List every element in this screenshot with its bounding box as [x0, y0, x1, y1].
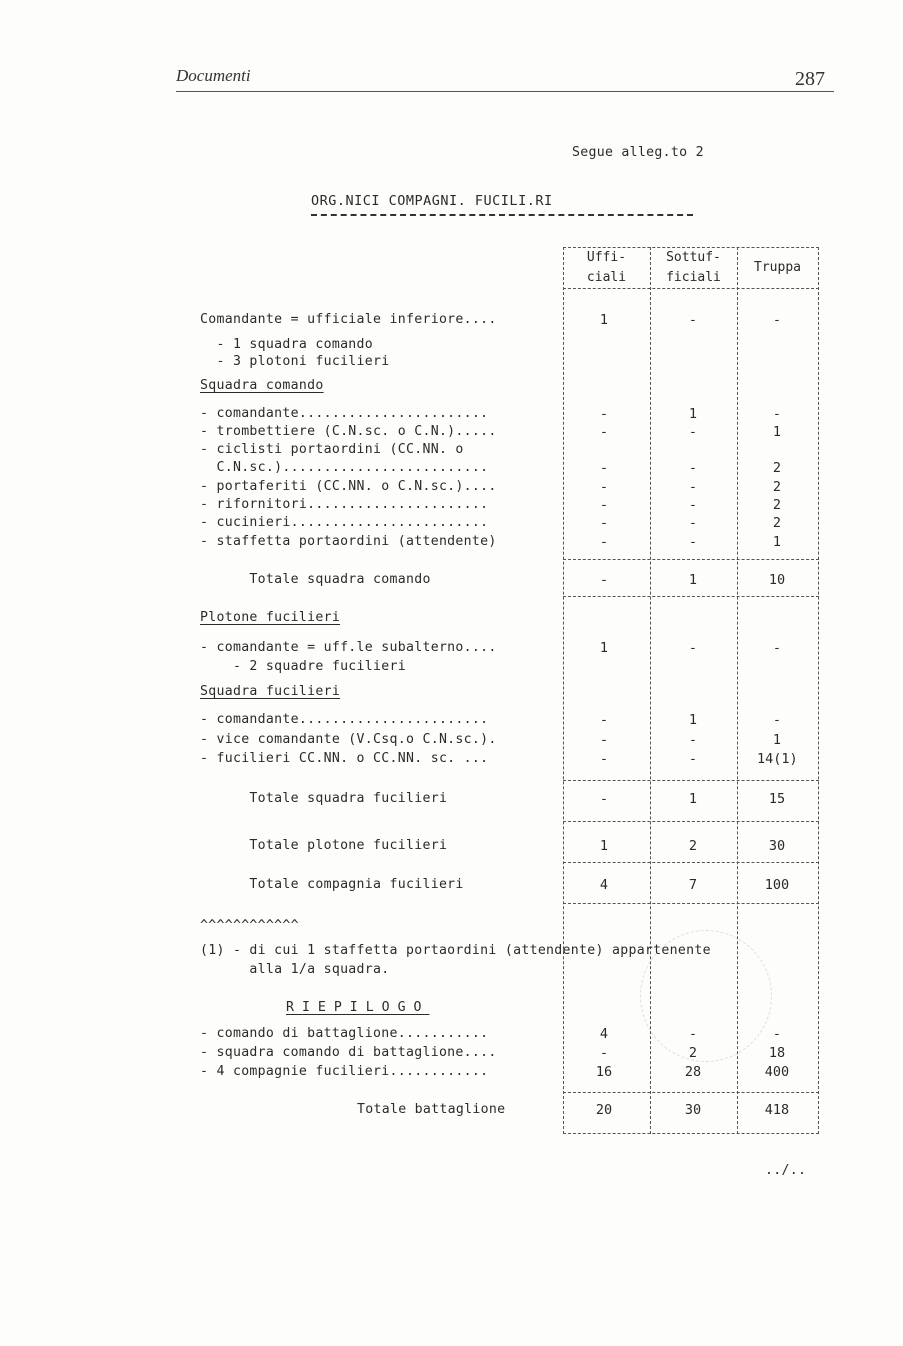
table-col-rule-4	[818, 247, 819, 1134]
total-rule	[563, 903, 819, 904]
cell-ufficiali: -	[599, 534, 609, 550]
cell-truppa: 2	[772, 460, 782, 476]
cell-truppa: -	[772, 406, 782, 422]
grand-total-rule-bottom	[563, 1133, 819, 1134]
cell-sottufficiali: -	[688, 515, 698, 531]
cell-truppa: 1	[772, 534, 782, 550]
row-label: - cucinieri........................	[200, 515, 489, 530]
cell-ufficiali: -	[599, 791, 609, 807]
cell-sottufficiali: -	[688, 640, 698, 656]
cell-ufficiali: -	[599, 424, 609, 440]
cell-ufficiali: -	[599, 751, 609, 767]
column-header-sottufficiali: Sottuf- ficiali	[666, 250, 721, 285]
cell-sottufficiali: -	[688, 497, 698, 513]
summary-cell-truppa: 18	[768, 1045, 786, 1061]
summary-cell-ufficiali: -	[599, 1045, 609, 1061]
cell-truppa: 14(1)	[757, 751, 798, 767]
cell-ufficiali: 4	[599, 877, 609, 893]
total-rule	[563, 862, 819, 863]
row-label: - ciclisti portaordini (CC.NN. o	[200, 442, 464, 457]
cell-sottufficiali: -	[688, 424, 698, 440]
total-rule	[563, 821, 819, 822]
running-header-section: Documenti	[176, 66, 251, 85]
cell-truppa: 100	[764, 877, 790, 893]
column-header-truppa: Truppa	[754, 260, 801, 275]
row-label: - fucilieri CC.NN. o CC.NN. sc. ...	[200, 751, 489, 766]
cell-ufficiali: -	[599, 479, 609, 495]
cell-truppa: -	[772, 712, 782, 728]
cell-truppa: 15	[768, 791, 786, 807]
column-header-ufficiali: Uffi- ciali	[586, 250, 627, 285]
grand-total-ufficiali: 20	[595, 1102, 613, 1118]
cell-truppa: -	[772, 312, 782, 328]
title-underline	[311, 214, 693, 216]
row-label: Totale squadra fucilieri	[200, 791, 448, 806]
row-label: - comandante = uff.le subalterno....	[200, 640, 497, 655]
page-number: 287	[795, 68, 825, 90]
section-heading: Plotone fucilieri	[200, 610, 341, 625]
cell-sottufficiali: 1	[688, 572, 698, 588]
row-label: - comandante.......................	[200, 406, 489, 421]
cell-sottufficiali: 1	[688, 406, 698, 422]
cell-ufficiali: -	[599, 572, 609, 588]
summary-cell-sottufficiali: -	[688, 1026, 698, 1042]
cell-ufficiali: 1	[599, 640, 609, 656]
row-label: - 1 squadra comando	[200, 337, 374, 352]
row-label: - 2 squadre fucilieri	[200, 659, 406, 674]
cell-ufficiali: 1	[599, 838, 609, 854]
row-label: - 3 plotoni fucilieri	[200, 354, 390, 369]
attachment-note: Segue alleg.to 2	[572, 145, 704, 160]
cell-sottufficiali: -	[688, 312, 698, 328]
summary-cell-ufficiali: 16	[595, 1064, 613, 1080]
cell-sottufficiali: -	[688, 751, 698, 767]
cell-sottufficiali: -	[688, 534, 698, 550]
row-label: - comandante.......................	[200, 712, 489, 727]
cell-truppa: 1	[772, 732, 782, 748]
total-rule	[563, 780, 819, 781]
row-label: C.N.sc.).........................	[200, 460, 489, 475]
cell-ufficiali: -	[599, 406, 609, 422]
cell-sottufficiali: -	[688, 479, 698, 495]
cell-truppa: 2	[772, 479, 782, 495]
table-col-rule-1	[563, 247, 564, 1134]
summary-cell-truppa: 400	[764, 1064, 790, 1080]
cell-ufficiali: -	[599, 732, 609, 748]
cell-truppa: 10	[768, 572, 786, 588]
row-label: - portaferiti (CC.NN. o C.N.sc.)....	[200, 479, 497, 494]
cell-truppa: 2	[772, 497, 782, 513]
summary-row-label: - comando di battaglione...........	[200, 1026, 489, 1041]
summary-cell-ufficiali: 4	[599, 1026, 609, 1042]
faded-stamp	[640, 930, 772, 1062]
section-heading: Squadra comando	[200, 378, 324, 393]
cell-ufficiali: -	[599, 515, 609, 531]
cell-ufficiali: -	[599, 460, 609, 476]
summary-title: RIEPILOGO	[286, 1000, 430, 1015]
section-heading: Squadra fucilieri	[200, 684, 341, 699]
summary-row-label: - 4 compagnie fucilieri............	[200, 1064, 489, 1079]
row-label: - rifornitori......................	[200, 497, 489, 512]
row-label: - staffetta portaordini (attendente)	[200, 534, 497, 549]
footnote-line-2: alla 1/a squadra.	[200, 962, 390, 977]
cell-sottufficiali: 1	[688, 712, 698, 728]
cell-sottufficiali: 1	[688, 791, 698, 807]
row-label: Comandante = ufficiale inferiore....	[200, 312, 497, 327]
cell-sottufficiali: 2	[688, 838, 698, 854]
cell-sottufficiali: -	[688, 460, 698, 476]
grand-total-truppa: 418	[764, 1102, 790, 1118]
footnote-line-1: (1) - di cui 1 staffetta portaordini (attendente) appartenente	[200, 943, 711, 958]
table-head-rule	[563, 288, 819, 289]
cell-sottufficiali: 7	[688, 877, 698, 893]
grand-total-sottufficiali: 30	[684, 1102, 702, 1118]
summary-cell-sottufficiali: 2	[688, 1045, 698, 1061]
row-label: Totale compagnia fucilieri	[200, 877, 464, 892]
cell-ufficiali: -	[599, 497, 609, 513]
summary-row-label: - squadra comando di battaglione....	[200, 1045, 497, 1060]
continuation-mark: ../..	[765, 1163, 807, 1178]
grand-total-label: Totale battaglione	[357, 1102, 506, 1117]
row-label: Totale plotone fucilieri	[200, 838, 448, 853]
cell-truppa: -	[772, 640, 782, 656]
cell-truppa: 2	[772, 515, 782, 531]
total-rule	[563, 596, 819, 597]
cell-ufficiali: -	[599, 712, 609, 728]
cell-ufficiali: 1	[599, 312, 609, 328]
footnote-separator: ^^^^^^^^^^^^	[200, 918, 299, 933]
row-label: - vice comandante (V.Csq.o C.N.sc.).	[200, 732, 497, 747]
row-label: - trombettiere (C.N.sc. o C.N.).....	[200, 424, 497, 439]
summary-cell-sottufficiali: 28	[684, 1064, 702, 1080]
document-title: ORG.NICI COMPAGNI. FUCILI.RI	[311, 193, 553, 209]
summary-cell-truppa: -	[772, 1026, 782, 1042]
cell-truppa: 30	[768, 838, 786, 854]
cell-sottufficiali: -	[688, 732, 698, 748]
grand-total-rule-top	[563, 1092, 819, 1093]
cell-truppa: 1	[772, 424, 782, 440]
header-rule	[176, 91, 834, 92]
row-label: Totale squadra comando	[200, 572, 431, 587]
total-rule	[563, 559, 819, 560]
